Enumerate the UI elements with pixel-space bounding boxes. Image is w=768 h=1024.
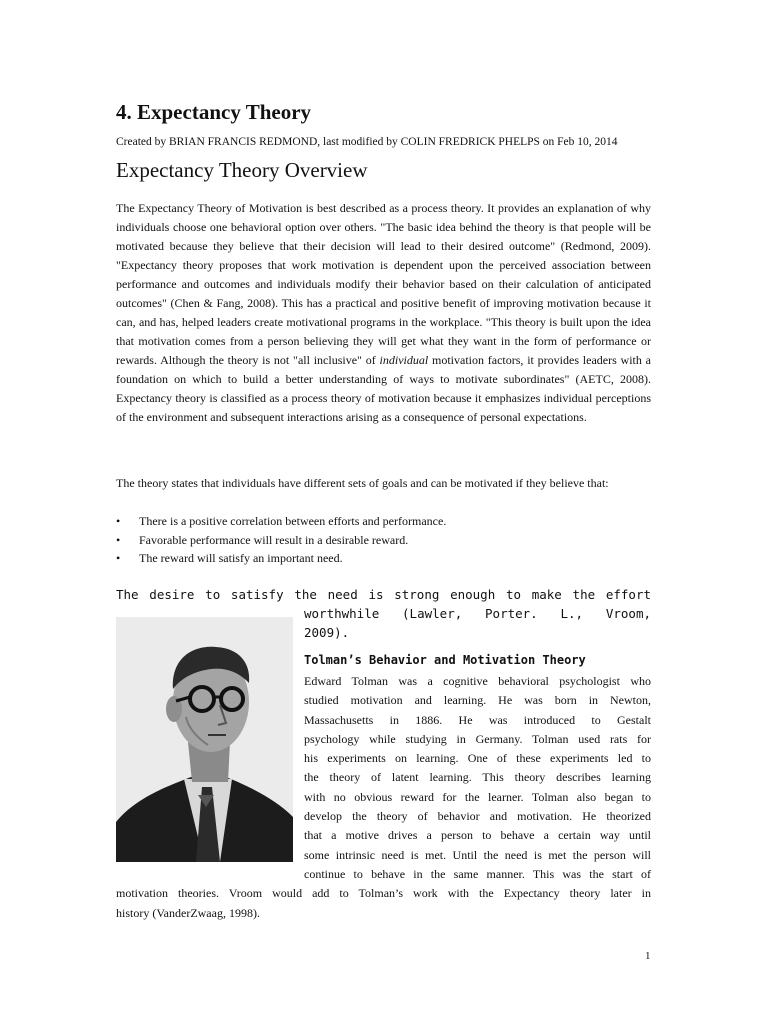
text-line: motivation theories. Vroom would add to Tolman’s work with the Expectancy theory later in (116, 886, 651, 901)
text-line: studied motivation and learning. He was born in Newton, (304, 693, 651, 708)
text-line: continue to behave in the same manner. This was the start of (304, 866, 651, 881)
text-line: Massachusetts in 1886. He was introduced to Gestalt (304, 712, 651, 727)
bullet-icon: • (116, 551, 121, 565)
page-title: 4. Expectancy Theory (116, 100, 312, 124)
page-metadata: Created by BRIAN FRANCIS REDMOND, last modified by COLIN FREDRICK PHELPS on Feb 10, 2014 (116, 136, 618, 148)
list-item-text: Favorable performance will result in a desirable reward. (139, 532, 409, 547)
text-line: develop the theory of behavior and motivation. He theorized (304, 809, 651, 824)
desire-line: worthwhile (Lawler, Porter. L., Vroom, (304, 606, 651, 621)
section-heading-overview: Expectancy Theory Overview (116, 158, 368, 182)
bullet-icon: • (116, 514, 121, 528)
text-line: the theory of latent learning. This theory describes learning (304, 770, 651, 785)
overview-text-b: motivation factors, it provides leaders with a foundation on which to build a better understanding of ways to motivate subordinates" (AETC, 2008). Expectancy theory is classified as a process theory of motivation because it emphasizes individual perceptions of the environment and subsequent interactions arising as a consequence of personal expectations. (116, 353, 652, 424)
overview-paragraph (116, 199, 651, 427)
list-item (116, 549, 651, 568)
theory-statement-paragraph: The theory states that individuals have different sets of goals and can be motivated if they believe that: (116, 476, 609, 490)
list-item (116, 512, 651, 531)
text-line: that a motive drives a person to behave a certain way until (304, 828, 651, 843)
text-line: some intrinsic need is met. Until the need is met the person will (304, 847, 651, 862)
text-line: Edward Tolman was a cognitive behavioral psychologist who (304, 674, 651, 688)
page-number: 1 (645, 950, 651, 962)
list-item-text: There is a positive correlation between efforts and performance. (139, 514, 447, 528)
bullet-icon: • (116, 532, 121, 547)
text-line: his experiments on learning. One of these experiments led to (304, 751, 651, 766)
list-item-text: The reward will satisfy an important need. (139, 551, 343, 565)
desire-continuation (304, 604, 651, 642)
text-line: history (VanderZwaag, 1998). (116, 905, 260, 920)
conditions-list (116, 512, 651, 568)
overview-text-emphasis: individual (379, 353, 429, 367)
list-item (116, 531, 651, 550)
desire-line: The desire to satisfy the need is strong enough to make the effort (116, 587, 651, 602)
text-line: psychology while studying in Germany. Tolman used rats for (304, 731, 651, 746)
tolman-paragraph (116, 672, 651, 923)
overview-text-a: The Expectancy Theory of Motivation is best described as a process theory. It provides an explanation of why individuals choose one behavioral option over others. "The basic idea behind the theory is that people will be motivated because they believe that their decision will lead to their desired outcome" (Redmond, 2009). "Expectancy theory proposes that work motivation is dependent upon the perceived association between performance and outcomes and individuals modify their behavior based on their calculation of anticipated outcomes" (Chen & Fang, 2008). This has a practical and positive benefit of improving motivation because it can, and has, helped leaders create motivational programs in the workplace. "This theory is built upon the idea that motivation comes from a person believing they will get what they want in the form of performance or rewards. Although the theory is not "all inclusive" of (116, 201, 651, 367)
desire-line: 2009). (304, 625, 350, 640)
tolman-section-heading: Tolman’s Behavior and Motivation Theory (304, 653, 586, 667)
text-line: with no obvious reward for the learner. Tolman also began to (304, 789, 651, 804)
